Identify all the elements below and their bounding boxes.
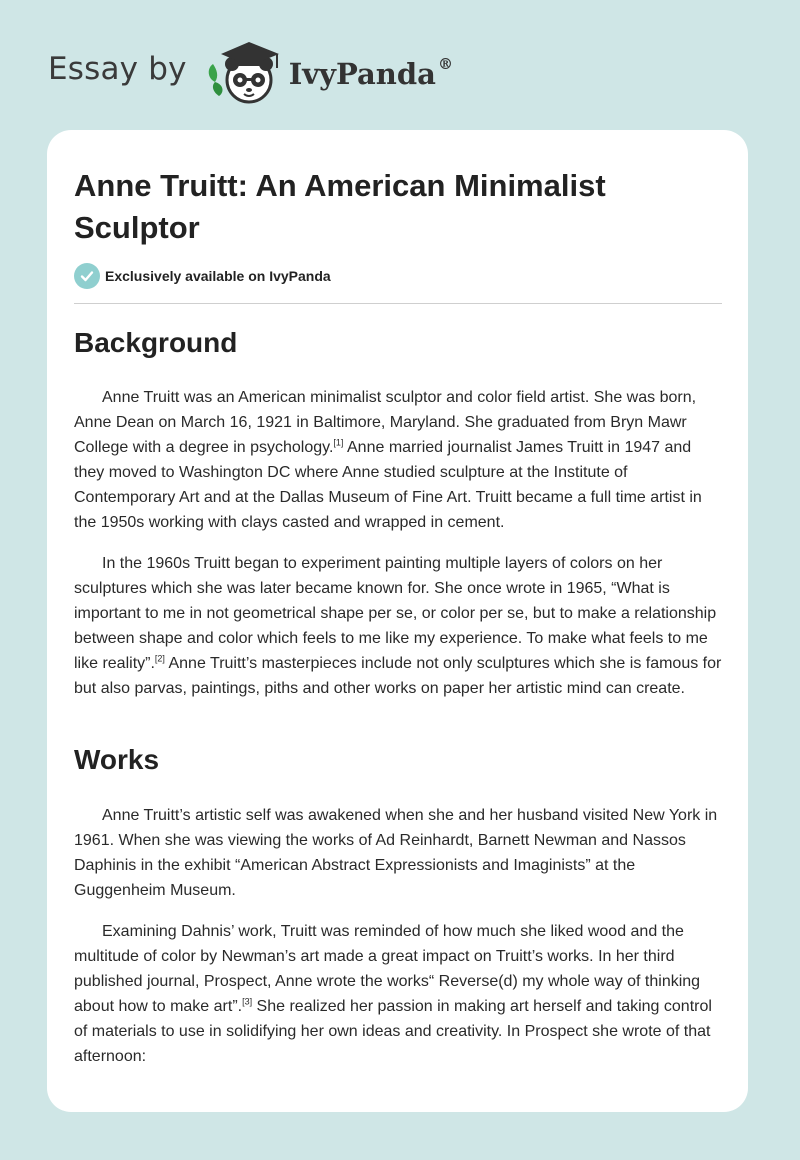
panda-logo-icon[interactable] bbox=[201, 36, 287, 108]
paragraph: Examining Dahnis’ work, Truitt was reminded of how much she liked wood and the multitude of color by Newman’s art made a great impact on Truitt’s works. In her third published journal, Prospect, Anne wrote the works“ Reverse(d) my whole way of thinking about how to make art”.[3] She realized her passion in making art herself and taking control of materials to use in solidifying her own ideas and creativity. In Prospect she wrote of that afternoon: bbox=[74, 923, 712, 1065]
paragraph: Anne Truitt was an American minimalist sculptor and color field artist. She was born, Anne Dean on March 16, 1921 in Baltimore, Maryland. She graduated from Bryn Mawr College with a degree in psychology.[1] Anne married journalist James Truitt in 1947 and they moved to Washington DC where Anne studied sculpture at the Institute of Contemporary Art and at the Dallas Museum of Fine Art. Truitt became a full time artist in the 1950s working with clays casted and wrapped in cement. bbox=[74, 389, 702, 531]
brand-name[interactable] bbox=[289, 57, 453, 91]
footnote-ref[interactable]: [1] bbox=[333, 437, 344, 448]
registered-mark: ® bbox=[437, 55, 453, 73]
section-heading-works: Works bbox=[74, 744, 160, 775]
essay-by-label: Essay by bbox=[48, 51, 187, 87]
page-title: Anne Truitt: An American Minimalist Sculptor bbox=[74, 168, 606, 245]
footnote-ref[interactable]: [3] bbox=[242, 996, 253, 1007]
divider bbox=[74, 303, 722, 304]
check-icon bbox=[74, 263, 100, 289]
essay-card bbox=[47, 130, 748, 1112]
brand-name-text: IvyPanda bbox=[288, 57, 436, 91]
paragraph: In the 1960s Truitt began to experiment painting multiple layers of colors on her sculptures which she was later became known for. She once wrote in 1965, “What is important to me in not geometrical shape per se, or color per se, but to make a relationship between shape and color which feels to me like my experience. To make what feels to me like reality”.[2] Anne Truitt’s masterpieces include not only sculptures which she is famous for but also parvas, paintings, piths and other works on paper her artistic mind can create. bbox=[74, 555, 722, 697]
paragraph: Anne Truitt’s artistic self was awakened when she and her husband visited New York in 1961. When she was viewing the works of Ad Reinhardt, Barnett Newman and Nassos Daphinis in the exhibit “American Abstract Expressionists and Imaginists” at the Guggenheim Museum. bbox=[74, 807, 718, 899]
section-heading-background: Background bbox=[74, 327, 238, 358]
exclusive-badge bbox=[74, 263, 331, 289]
footnote-ref[interactable]: [2] bbox=[154, 653, 165, 664]
site-header bbox=[48, 36, 568, 108]
exclusive-label: Exclusively available on IvyPanda bbox=[105, 268, 331, 284]
